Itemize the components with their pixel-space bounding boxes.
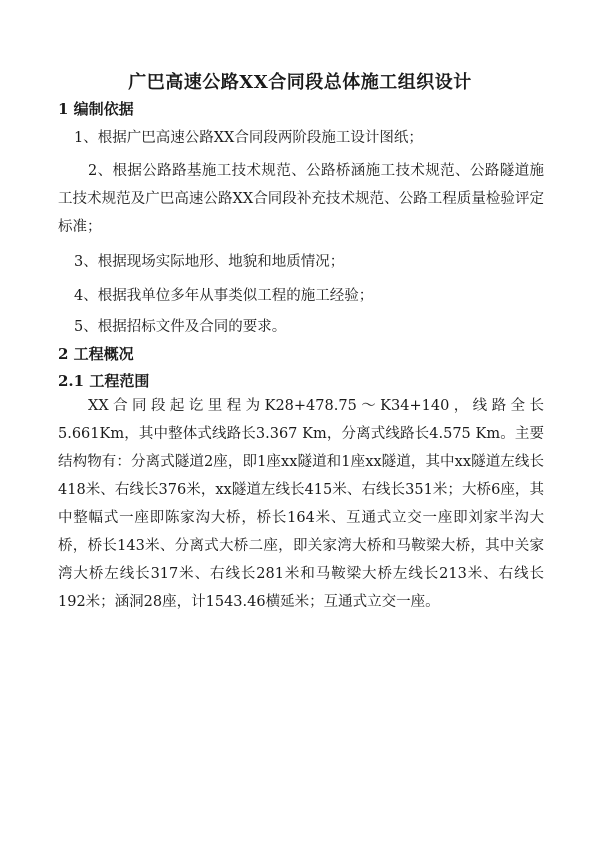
subsection-heading-project-scope: 2.1 工程范围 [58,372,150,390]
section-heading-compilation-basis: 1 编制依据 [58,100,134,118]
basis-item-2: 2、根据公路路基施工技术规范、公路桥涵施工技术规范、公路隧道施工技术规范及广巴高速公路XX合同段补充技术规范、公路工程质量检验评定标准； [58,163,544,235]
basis-item-5: 5、根据招标文件及合同的要求。 [74,319,287,335]
basis-item-3: 3、根据现场实际地形、地貌和地质情况； [74,254,345,270]
basis-item-4: 4、根据我单位多年从事类似工程的施工经验； [74,288,374,304]
basis-item-1: 1、根据广巴高速公路XX合同段两阶段施工设计图纸； [74,130,423,146]
document-title: 广巴高速公路XX合同段总体施工组织设计 [128,72,472,93]
project-scope-body: XX合同段起讫里程为K28+478.75～K34+140，线路全长5.661Km，其中整体式线路长3.367 Km，分离式线路长4.575 Km。主要结构物有：分离式隧道2座，即1座xx隧道和1座xx隧道，其中xx隧道左线长418米、右线长376米，xx隧道左线长415米、右线长351米；大桥6座，其中整幅式一座即陈家沟大桥，桥长164米、互通式立交一座即刘家半沟大桥，桥长143米、分离式大桥二座，即关家湾大桥和马鞍梁大桥，其中关家湾大桥左线长317米、右线长281米和马鞍梁大桥左线长213米、右线长192米；涵洞28座，计1543.46横延米；互通式立交一座。 [58,398,544,610]
section-heading-project-overview: 2 工程概况 [58,345,134,363]
